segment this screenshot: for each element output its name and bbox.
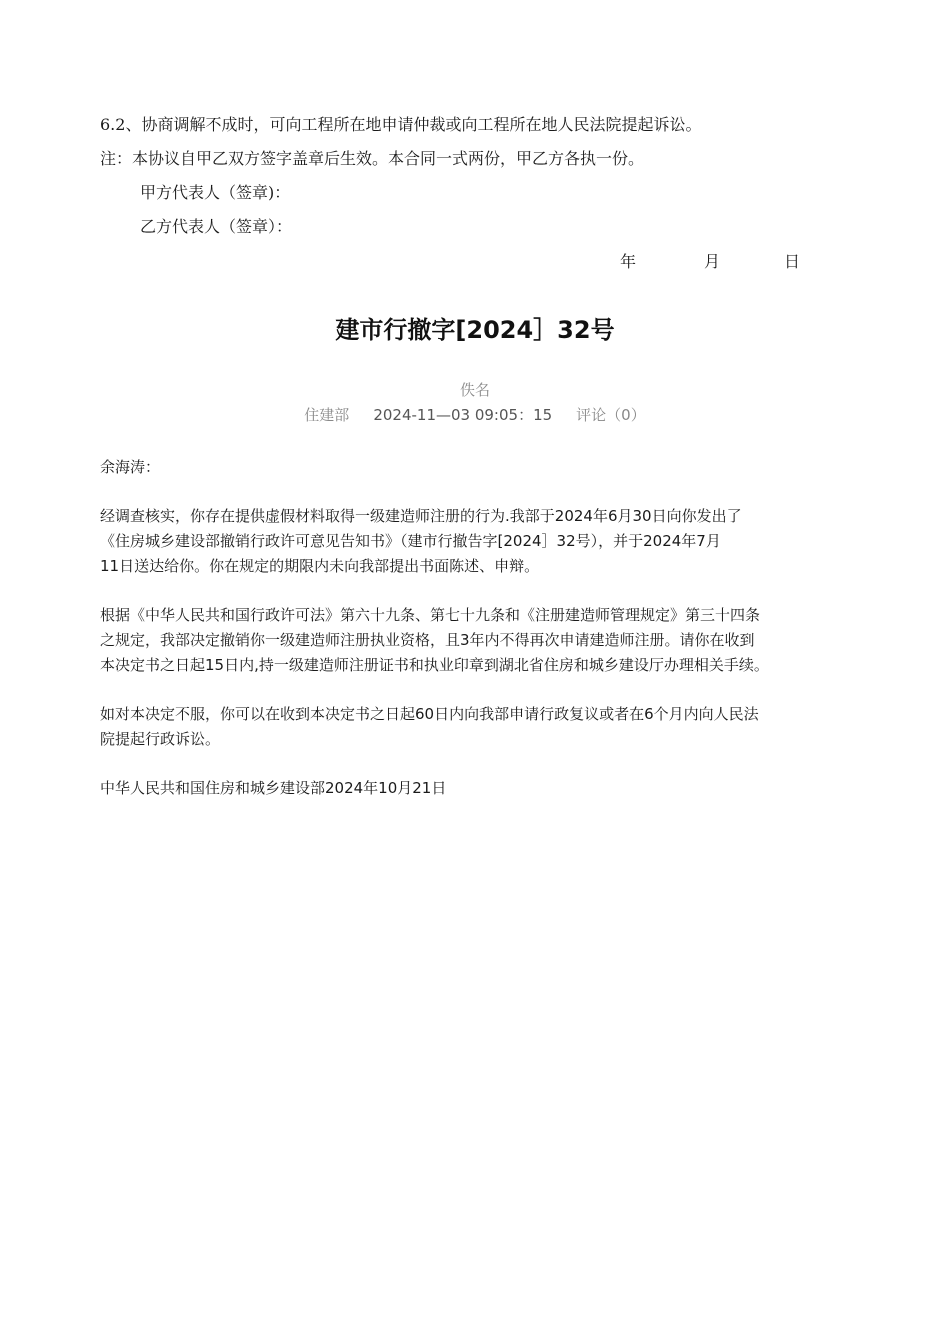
contract-date-line <box>620 245 800 279</box>
party-a-signature: 甲方代表人（签章)： <box>140 183 291 202</box>
article-author: 佚名 <box>459 381 490 399</box>
issuer-signature: 中华人民共和国住房和城乡建设部2024年10月21日 <box>100 779 447 797</box>
article-source: 住建部 <box>304 406 350 424</box>
article-title: 建市行撤字[2024］32号 <box>335 316 615 344</box>
paragraph-appeal <box>100 702 855 752</box>
paragraph-decision <box>100 603 855 678</box>
article-timestamp: 2024-11—03 09:05：15 <box>373 406 553 424</box>
date-year: 年 <box>620 252 637 271</box>
paragraph-line: 如对本决定不服，你可以在收到本决定书之日起60日内向我部申请行政复议或者在6个月内向人民法 <box>100 705 759 723</box>
article-body <box>100 455 855 825</box>
article-comments-link[interactable]: 评论（0） <box>576 406 646 424</box>
paragraph-line: 根据《中华人民共和国行政许可法》第六十九条、第七十九条和《注册建造师管理规定》第三十四条 <box>100 606 761 624</box>
party-b-signature: 乙方代表人（签章）： <box>140 217 293 236</box>
date-day: 日 <box>784 252 801 271</box>
paragraph-line: 《住房城乡建设部撤销行政许可意见告知书》（建市行撤告字[2024］32号），并于2024年7月 <box>100 532 721 550</box>
salutation: 余海涛： <box>100 458 161 476</box>
paragraph-line: 本决定书之日起15日内,持一级建造师注册证书和执业印章到湖北省住房和城乡建设厅办理相关手续。 <box>100 656 769 674</box>
paragraph-line: 院提起行政诉讼。 <box>100 730 221 748</box>
contract-note: 注：本协议自甲乙双方签字盖章后生效。本合同一式两份，甲乙方各执一份。 <box>100 149 645 168</box>
paragraph-findings <box>100 504 855 579</box>
clause-6-2: 6.2、协商调解不成时，可向工程所在地申请仲裁或向工程所在地人民法院提起诉讼。 <box>100 115 702 134</box>
paragraph-line: 经调查核实，你存在提供虚假材料取得一级建造师注册的行为.我部于2024年6月30日向你发出了 <box>100 507 742 525</box>
contract-clauses <box>100 108 860 244</box>
paragraph-line: 11日送达给你。你在规定的期限内未向我部提出书面陈述、申辩。 <box>100 557 540 575</box>
paragraph-line: 之规定，我部决定撤销你一级建造师注册执业资格，且3年内不得再次申请建造师注册。请你在收到 <box>100 631 755 649</box>
article-meta <box>0 403 950 427</box>
date-month: 月 <box>704 252 721 271</box>
